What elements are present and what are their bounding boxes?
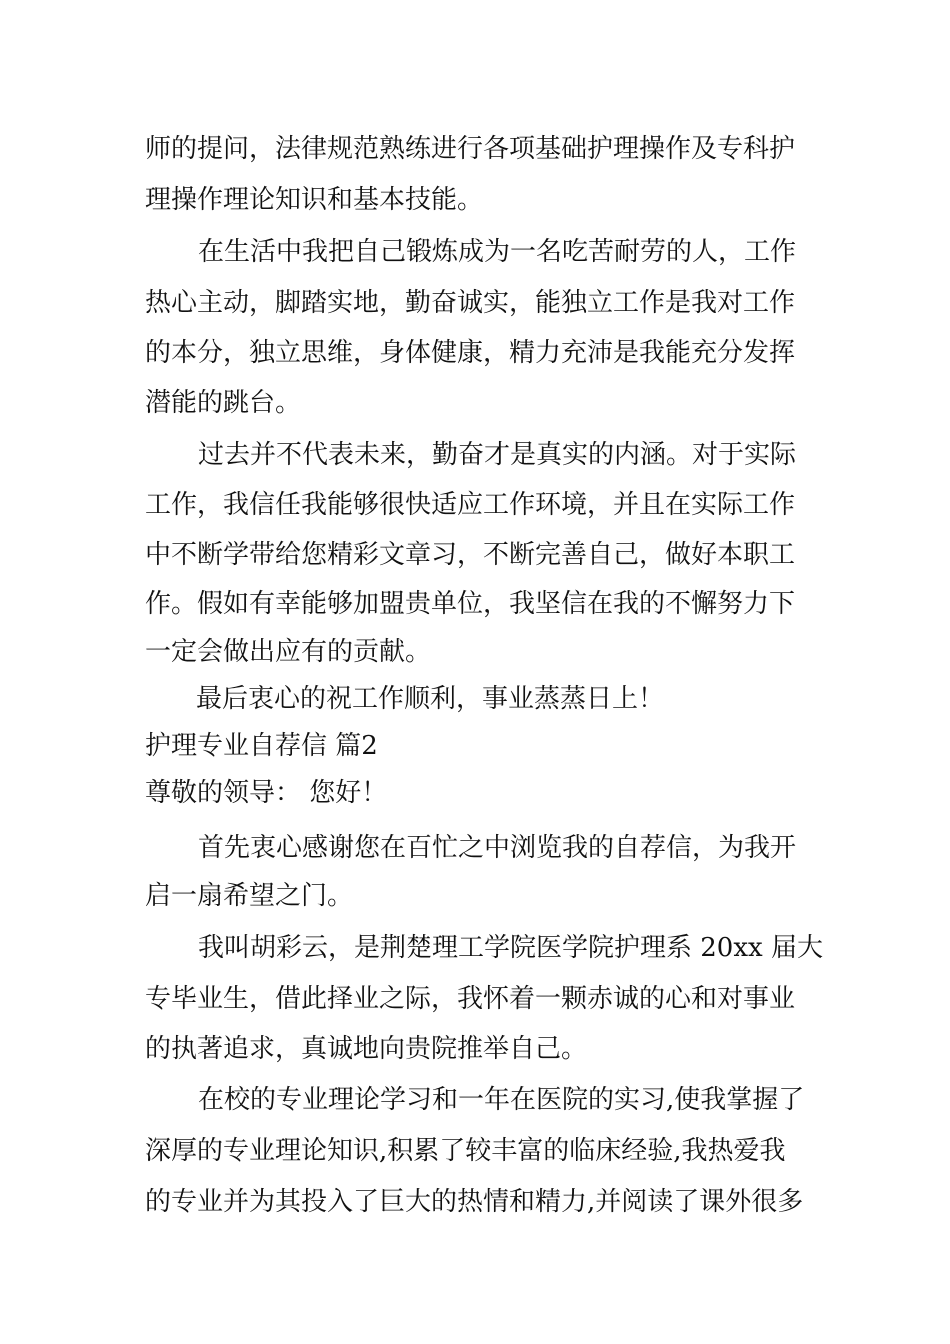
text-line-4: 热心主动，脚踏实地，勤奋诚实，能独立工作是我对工作 <box>145 288 796 318</box>
text-line-22: 的专业并为其投入了巨大的热情和精力,并阅读了课外很多 <box>145 1187 804 1217</box>
text-line-9: 中不断学带给您精彩文章习，不断完善自己，做好本职工 <box>145 540 796 570</box>
text-line-15: 首先衷心感谢您在百忙之中浏览我的自荐信，为我开 <box>198 833 797 863</box>
salutation-line: 尊敬的领导： 您好！ <box>145 778 388 808</box>
section-heading: 护理专业自荐信 篇2 <box>145 731 378 761</box>
text-line-8: 工作，我信任我能够很快适应工作环境，并且在实际工作 <box>145 490 796 520</box>
text-line-19: 的执著追求，真诚地向贵院推举自己。 <box>145 1034 588 1064</box>
text-line-16: 启一扇希望之门。 <box>145 881 354 911</box>
text-line-1: 师的提问，法律规范熟练进行各项基础护理操作及专科护 <box>145 134 796 164</box>
text-line-2: 理操作理论知识和基本技能。 <box>145 185 484 215</box>
text-line-6: 潜能的跳台。 <box>145 388 302 418</box>
text-line-12: 最后衷心的祝工作顺利，事业蒸蒸日上！ <box>196 684 665 714</box>
text-line-11: 一定会做出应有的贡献。 <box>145 637 432 667</box>
text-line-5: 的本分，独立思维，身体健康，精力充沛是我能充分发挥 <box>145 338 796 368</box>
text-line-3: 在生活中我把自己锻炼成为一名吃苦耐劳的人，工作 <box>198 237 797 267</box>
text-line-17: 我叫胡彩云，是荆楚理工学院医学院护理系 20xx 届大 <box>198 933 823 963</box>
text-line-20: 在校的专业理论学习和一年在医院的实习,使我掌握了 <box>198 1085 805 1115</box>
text-line-7: 过去并不代表未来，勤奋才是真实的内涵。对于实际 <box>198 440 797 470</box>
text-line-18: 专毕业生，借此择业之际，我怀着一颗赤诚的心和对事业 <box>145 984 796 1014</box>
text-line-10: 作。假如有幸能够加盟贵单位，我坚信在我的不懈努力下 <box>145 589 796 619</box>
text-line-21: 深厚的专业理论知识,积累了较丰富的临床经验,我热爱我 <box>145 1136 786 1166</box>
